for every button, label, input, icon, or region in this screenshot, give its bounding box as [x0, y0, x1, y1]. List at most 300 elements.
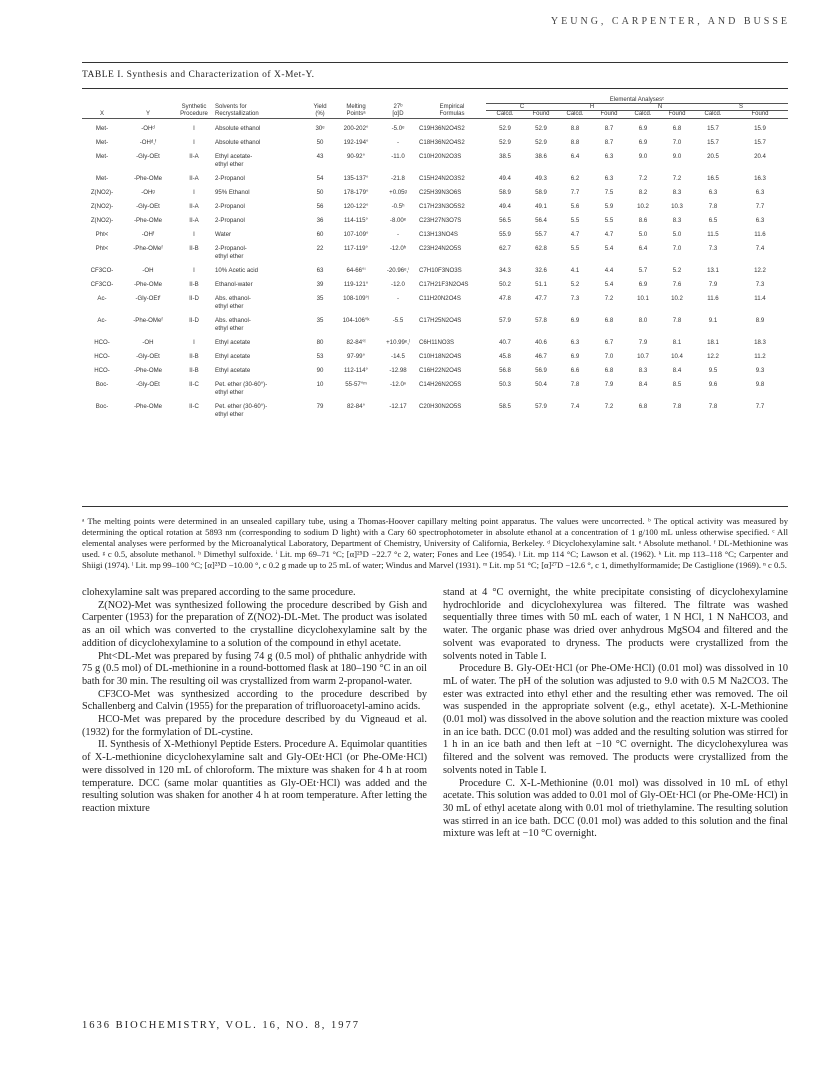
h-calcd-cell: 5.6	[570, 203, 580, 210]
caption-bottom-rule	[82, 88, 788, 89]
solvent-line-1: Ethyl acetate	[215, 339, 251, 346]
solvent-line-2: ethyl ether	[215, 411, 244, 418]
h-found-header: Found	[592, 111, 626, 119]
yield-cell: 90	[316, 367, 324, 374]
procedure-cell: I	[193, 339, 195, 346]
n-found-cell: 8.1	[672, 339, 682, 346]
melting-point-cell: 135-137°	[343, 175, 369, 182]
procedure-cell: II-B	[189, 367, 199, 374]
s-calcd-cell: 9.6	[708, 381, 718, 388]
x-cell: Boc-	[95, 381, 109, 388]
rotation-top-header: 27ᵇ	[393, 103, 403, 110]
s-found-header: Found	[732, 111, 788, 119]
c-calcd-cell: 50.3	[499, 381, 511, 388]
formula-cell: C14H26N2O5S	[419, 381, 462, 388]
elemental-analyses-header: Elemental Analysesᶜ	[486, 97, 788, 104]
rotation-cell: -5.0ᵉ	[391, 125, 405, 132]
x-cell: Pht<	[95, 231, 109, 238]
c-found-cell: 50.4	[535, 381, 547, 388]
c-found-cell: 47.7	[535, 295, 547, 302]
body-paragraph: Pht<DL-Met was prepared by fusing 74 g (0.5 mol) of phthalic anhydride with 75 g (0.5 mol) of DL-methionine in a round-bottomed flask at 180–190 °C in an oil bath for 30 min. The resulting oil was crystallized from warm 2-propanol-water.	[82, 650, 427, 687]
c-calcd-cell: 47.8	[499, 295, 511, 302]
yield-cell: 54	[316, 175, 324, 182]
rotation-cell: -12.0ⁿ	[389, 381, 407, 388]
solvent-line-1: Ethyl acetate-	[215, 153, 253, 160]
s-calcd-cell: 7.8	[708, 203, 718, 210]
rotation-cell: -21.8	[391, 175, 405, 182]
procedure-cell: II-B	[189, 353, 199, 360]
rotation-cell: +0.05ᵍ	[389, 189, 407, 196]
y-cell: -Phe-OMeᶠ	[133, 245, 163, 252]
formula-cell: C15H24N2O3S2	[419, 175, 465, 182]
h-found-cell: 6.3	[604, 153, 614, 160]
n-found-cell: 9.0	[672, 153, 682, 160]
h-found-cell: 7.2	[604, 403, 614, 410]
melting-point-cell: 90-92°	[346, 153, 366, 160]
h-found-cell: 6.7	[604, 339, 614, 346]
c-found-cell: 52.9	[535, 139, 547, 146]
rotation-cell: -14.5	[391, 353, 405, 360]
procedure-cell: II-C	[189, 381, 199, 388]
melting-point-cell: 119-121°	[343, 281, 369, 288]
c-calcd-header: Calcd.	[486, 111, 524, 119]
procedure-cell: II-D	[189, 295, 199, 302]
c-found-cell: 32.6	[535, 267, 547, 274]
recrystallization-header: Recrystallization	[214, 111, 306, 119]
h-calcd-cell: 7.3	[570, 295, 580, 302]
c-calcd-cell: 49.4	[499, 203, 511, 210]
yield-cell: 30ᵉ	[315, 125, 325, 132]
caption-top-rule	[82, 62, 788, 63]
melting-point-cell: 192-194°	[343, 139, 369, 146]
solvent-cell	[214, 311, 306, 333]
h-calcd-cell: 5.2	[570, 281, 580, 288]
yield-cell: 36	[316, 217, 324, 224]
y-cell: -Gly-OEt	[136, 153, 160, 160]
c-calcd-cell: 38.5	[499, 153, 511, 160]
body-paragraph: Procedure C. X-L-Methionine (0.01 mol) was dissolved in 10 mL of ethyl acetate. This solution was added to 0.01 mol of Gly-OEt·HCl (or Phe-OMe·HCl) in 30 mL of ethyl acetate along with 0.01 mol of triethylamine. The resulting solution was stirred in an ice bath. DCC (0.01 mol) was added to this solution and the final mixture was left at −10 °C overnight.	[443, 777, 788, 840]
rotation-cell: -	[396, 139, 400, 146]
y-cell: -Phe-OMe	[133, 217, 163, 224]
h-calcd-header: Calcd.	[558, 111, 592, 119]
yield-cell: 50	[316, 189, 324, 196]
x-cell: HCO-	[94, 339, 110, 346]
n-found-cell: 10.2	[671, 295, 683, 302]
procedure-cell: II-A	[189, 175, 199, 182]
s-found-cell: 11.6	[754, 231, 766, 238]
formula-cell: C6H11NO3S	[419, 339, 455, 346]
table-footnotes: ᵃ The melting points were determined in an unsealed capillary tube, using a Thomas-Hoover capillary melting point apparatus. The values were uncorrected. ᵇ The optical activity was measured by determining the optical rotation at 5893 nm (corresponding to sodium D light) with a Cary 60 spectrophotometer in absolute ethanol at a concentration of 1 g/100 mL unless otherwise specified. ᶜ All elemental analyses were performed by the Microanalytical Laboratory, Department of Chemistry, University of California, Berkeley. ᵈ Dicyclohexylamine salt. ᵉ Absolute methanol. ᶠ DL-Methionine was used. ᵍ c 0.5, absolute methanol. ʰ Dimethyl sulfoxide. ⁱ Lit. mp 69–71 °C; [α]²⁵D −22.7 °c 2, water; Fones and Lee (1954). ʲ Lit. mp 114 °C; Lawson et al. (1962). ᵏ Lit. mp 113–118 °C; Carpenter and Shiigi (1974). ˡ Lit. mp 99–100 °C; [α]²⁵D −10.00 °, c 0.2 g made up to 25 mL of water; Windus and Marvel (1931). ᵐ Lit. mp 51 °C; [α]²⁷D −12.6 °, c 1, dimethylformamide; De Castiglione (1969). ⁿ c 0.5.	[82, 516, 788, 570]
s-calcd-cell: 9.5	[708, 367, 718, 374]
formula-cell: C7H10F3NO3S	[419, 267, 462, 274]
c-found-cell: 55.7	[535, 231, 547, 238]
table-row	[82, 375, 788, 397]
yield-cell: 60	[316, 231, 324, 238]
formula-cell: C19H36N2O4S2	[419, 125, 465, 132]
yield-cell: 56	[316, 203, 324, 210]
melting-point-cell: 112-114°	[344, 367, 368, 374]
h-calcd-cell: 4.1	[570, 267, 580, 274]
h-calcd-cell: 6.3	[570, 339, 580, 346]
melting-point-cell: 178-179°	[343, 189, 369, 196]
rotation-cell: -11.0	[391, 153, 405, 160]
h-calcd-cell: 5.5	[570, 217, 580, 224]
formula-cell: C20H30N2O5S	[419, 403, 462, 410]
x-cell: CF3CO-	[90, 281, 114, 288]
yield-unit-header: (%)	[306, 111, 334, 119]
y-cell: -OHᵈ	[141, 125, 155, 132]
melting-point-cell: 104-106°ᵏ	[342, 317, 370, 324]
solvent-cell	[214, 361, 306, 375]
element-h-header: H	[558, 104, 626, 111]
procedure-cell: I	[193, 125, 195, 132]
c-calcd-cell: 52.9	[499, 139, 511, 146]
y-cell: -OH	[142, 339, 154, 346]
solvent-cell	[214, 211, 306, 225]
body-paragraph: clohexylamine salt was prepared according to the same procedure.	[82, 587, 356, 598]
solvent-line-1: Pet. ether (30-60°)-	[215, 403, 268, 410]
n-calcd-cell: 6.9	[638, 281, 648, 288]
s-calcd-cell: 6.5	[708, 217, 718, 224]
solvent-cell	[214, 197, 306, 211]
s-calcd-header: Calcd.	[694, 111, 732, 119]
running-head: YEUNG, CARPENTER, AND BUSSE	[550, 16, 790, 27]
n-found-cell: 5.0	[672, 231, 682, 238]
s-calcd-cell: 18.1	[707, 339, 719, 346]
c-calcd-cell: 45.8	[499, 353, 511, 360]
y-cell: -Phe-OMe	[133, 281, 163, 288]
n-found-cell: 10.4	[671, 353, 683, 360]
h-calcd-cell: 7.8	[570, 381, 580, 388]
n-calcd-header: Calcd.	[626, 111, 660, 119]
solvent-cell	[214, 147, 306, 169]
x-header: X	[82, 111, 122, 119]
c-found-cell: 62.8	[535, 245, 547, 252]
table-body	[82, 119, 788, 420]
x-cell: HCO-	[94, 367, 110, 374]
solvents-header: Solvents for	[215, 103, 247, 110]
y-cell: -OH	[142, 267, 154, 274]
n-calcd-cell: 10.1	[637, 295, 649, 302]
h-found-cell: 4.4	[604, 267, 614, 274]
s-calcd-cell: 7.8	[708, 403, 718, 410]
table-row	[82, 311, 788, 333]
table-row	[82, 197, 788, 211]
procedure-cell: I	[193, 189, 195, 196]
s-found-cell: 9.3	[755, 367, 765, 374]
table-row	[82, 239, 788, 261]
h-calcd-cell: 4.7	[570, 231, 580, 238]
table-row	[82, 147, 788, 169]
table-row	[82, 361, 788, 375]
formula-cell: C25H39N3O6S	[419, 189, 462, 196]
x-cell: Met-	[95, 153, 109, 160]
s-calcd-cell: 7.3	[708, 245, 718, 252]
c-found-cell: 38.6	[535, 153, 547, 160]
x-cell: Z(NO2)-	[90, 217, 114, 224]
s-found-cell: 11.2	[754, 353, 766, 360]
table-row	[82, 333, 788, 347]
n-calcd-cell: 7.2	[638, 175, 648, 182]
solvent-cell	[214, 275, 306, 289]
rotation-cell: -0.5ʰ	[391, 203, 405, 210]
yield-cell: 50	[316, 139, 324, 146]
s-calcd-cell: 7.9	[708, 281, 718, 288]
solvent-cell	[214, 133, 306, 147]
solvent-cell	[214, 375, 306, 397]
y-cell: -Gly-OEt	[136, 203, 160, 210]
n-calcd-cell: 10.2	[637, 203, 649, 210]
y-cell: -Gly-OEt	[136, 381, 160, 388]
h-calcd-cell: 8.8	[570, 139, 580, 146]
solvent-line-1: Absolute ethanol	[215, 139, 261, 146]
c-found-cell: 40.6	[535, 339, 547, 346]
formula-cell: C17H25N2O4S	[419, 317, 462, 324]
rotation-header: [α]D	[378, 111, 418, 119]
solvent-line-2: ethyl ether	[215, 303, 244, 310]
melting-point-cell: 107-109°	[343, 231, 369, 238]
n-found-cell: 7.8	[672, 403, 682, 410]
s-found-cell: 7.3	[755, 281, 765, 288]
s-found-cell: 15.9	[754, 125, 766, 132]
table-row	[82, 347, 788, 361]
n-calcd-cell: 8.0	[638, 317, 648, 324]
element-c-header: C	[486, 104, 558, 111]
table-row	[82, 225, 788, 239]
s-calcd-cell: 6.3	[708, 189, 718, 196]
solvent-line-1: Abs. ethanol-	[215, 317, 251, 324]
melting-point-cell: 117-119°	[344, 245, 368, 252]
table-caption: TABLE I. Synthesis and Characterization of X-Met-Y.	[82, 70, 315, 80]
procedure-header: Procedure	[174, 111, 214, 119]
c-calcd-cell: 62.7	[499, 245, 511, 252]
h-found-cell: 5.9	[604, 203, 614, 210]
rotation-cell: -12.0	[391, 281, 405, 288]
n-calcd-cell: 6.9	[638, 125, 648, 132]
c-found-cell: 56.4	[535, 217, 547, 224]
y-cell: -OHᶠ	[141, 231, 155, 238]
h-found-cell: 6.8	[604, 317, 614, 324]
h-found-cell: 7.0	[604, 353, 614, 360]
h-calcd-cell: 6.4	[570, 153, 580, 160]
n-found-cell: 8.4	[672, 367, 682, 374]
y-cell: -Phe-OMeᶠ	[133, 317, 163, 324]
procedure-cell: II-D	[189, 317, 199, 324]
y-header: Y	[122, 111, 174, 119]
melting-point-cell: 82-84°	[346, 403, 366, 410]
rotation-cell: -	[396, 231, 400, 238]
x-cell: Boc-	[95, 403, 109, 410]
body-paragraph: Z(NO2)-Met was synthesized following the procedure described by Gish and Carpenter (1953) for the preparation of Z(NO2)-DL-Met. The product was isolated as an oil which was converted to the crystalline dicyclohexylamine salt by the addition of dicyclohexylamine to a solution of the compound in ethyl acetate.	[82, 599, 427, 649]
y-cell: -OHᵍ	[141, 189, 155, 196]
n-found-header: Found	[660, 111, 694, 119]
h-calcd-cell: 6.6	[570, 367, 580, 374]
solvent-line-2: ethyl ether	[215, 161, 244, 168]
s-found-cell: 7.7	[755, 203, 765, 210]
solvent-line-1: Ethyl acetate	[215, 367, 251, 374]
yield-cell: 35	[316, 317, 324, 324]
n-calcd-cell: 8.3	[638, 367, 648, 374]
s-calcd-cell: 16.5	[707, 175, 719, 182]
solvent-line-1: Absolute ethanol	[215, 125, 261, 132]
y-cell: -Gly-OEt	[136, 353, 160, 360]
table-row	[82, 397, 788, 419]
solvent-cell	[214, 347, 306, 361]
s-found-cell: 18.3	[754, 339, 766, 346]
c-calcd-cell: 49.4	[499, 175, 511, 182]
rotation-cell: -12.98	[389, 367, 407, 374]
procedure-cell: I	[193, 267, 195, 274]
points-header: Pointsᵃ	[334, 111, 378, 119]
table-row	[82, 261, 788, 275]
n-calcd-cell: 6.8	[638, 403, 648, 410]
solvent-cell	[214, 169, 306, 183]
c-found-header: Found	[524, 111, 558, 119]
formula-cell: C10H18N2O4S	[419, 353, 462, 360]
table-row	[82, 183, 788, 197]
h-found-cell: 7.2	[604, 295, 614, 302]
x-cell: Pht<	[95, 245, 109, 252]
table-row	[82, 275, 788, 289]
yield-cell: 10	[316, 381, 324, 388]
formula-cell: C16H22N2O4S	[419, 367, 462, 374]
solvent-line-1: 2-Propanol	[215, 217, 245, 224]
body-paragraph: II. Synthesis of X-Methionyl Peptide Esters. Procedure A. Equimolar quantities of X-L-methionine dicyclohexylamine salt and Gly-OEt·HCl (or Phe-OMe·HCl) were dissolved in 120 mL of chloroform. The mixture was shaken for 4 h at room temperature. DCC (same molar quantities as Gly-OEt·HCl) was added and the resulting solution was shaken for another 4 h at room temperature. After letting the reaction mixture	[82, 739, 427, 814]
body-paragraph: CF3CO-Met was synthesized according to the procedure described by Schallenberg and Calvin (1955) for the preparation of trifluoroacetyl-amino acids.	[82, 688, 427, 713]
n-found-cell: 7.0	[672, 245, 682, 252]
rotation-cell: -8.00ᵉ	[389, 217, 407, 224]
c-calcd-cell: 58.9	[499, 189, 511, 196]
h-calcd-cell: 6.9	[570, 317, 580, 324]
formulas-header: Formulas	[418, 111, 486, 119]
h-calcd-cell: 7.4	[570, 403, 580, 410]
s-found-cell: 12.2	[754, 267, 766, 274]
h-found-cell: 7.9	[604, 381, 614, 388]
formula-cell: C17H21F3N2O4S	[419, 281, 469, 288]
h-found-cell: 5.4	[604, 281, 614, 288]
melting-point-cell: 64-66°ⁱ	[346, 267, 366, 274]
x-cell: Ac-	[97, 295, 107, 302]
s-found-cell: 8.9	[755, 317, 765, 324]
n-found-cell: 5.2	[672, 267, 682, 274]
procedure-cell: II-A	[189, 153, 199, 160]
x-cell: CF3CO-	[90, 267, 114, 274]
y-cell: -OHᵈ,ᶠ	[139, 139, 157, 146]
n-found-cell: 6.8	[672, 125, 682, 132]
yield-cell: 53	[316, 353, 324, 360]
s-calcd-cell: 15.7	[707, 125, 719, 132]
s-calcd-cell: 11.6	[707, 295, 719, 302]
melting-point-cell: 55-57°ᵐ	[345, 381, 367, 388]
n-calcd-cell: 7.9	[638, 339, 648, 346]
n-found-cell: 7.2	[672, 175, 682, 182]
x-cell: Z(NO2)-	[90, 203, 114, 210]
h-found-cell: 7.5	[604, 189, 614, 196]
table-row	[82, 119, 788, 134]
solvent-line-1: 2-Propanol	[215, 203, 245, 210]
h-found-cell: 5.4	[604, 245, 614, 252]
solvent-line-2: ethyl ether	[215, 253, 244, 260]
c-found-cell: 58.9	[535, 189, 547, 196]
melting-point-cell: 200-202°	[343, 125, 369, 132]
s-found-cell: 7.4	[755, 245, 765, 252]
c-found-cell: 57.9	[535, 403, 547, 410]
x-cell: Met-	[95, 125, 109, 132]
solvent-cell	[214, 261, 306, 275]
h-calcd-cell: 6.2	[570, 175, 580, 182]
s-calcd-cell: 13.1	[707, 267, 719, 274]
solvent-line-1: Ethanol-water	[215, 281, 253, 288]
c-found-cell: 46.7	[535, 353, 547, 360]
melting-point-cell: 120-122°	[343, 203, 369, 210]
yield-cell: 63	[316, 267, 324, 274]
synthetic-header: Synthetic	[181, 103, 207, 110]
formula-cell: C10H20N2O3S	[419, 153, 462, 160]
procedure-cell: II-A	[189, 203, 199, 210]
procedure-cell: I	[193, 139, 195, 146]
s-calcd-cell: 12.2	[707, 353, 719, 360]
body-column-left	[82, 587, 427, 816]
c-calcd-cell: 58.5	[499, 403, 511, 410]
s-calcd-cell: 9.1	[708, 317, 718, 324]
s-found-cell: 7.7	[755, 403, 765, 410]
h-calcd-cell: 7.7	[570, 189, 580, 196]
yield-cell: 35	[316, 295, 324, 302]
c-calcd-cell: 50.2	[499, 281, 511, 288]
solvent-line-2: ethyl ether	[215, 389, 244, 396]
c-calcd-cell: 34.3	[499, 267, 511, 274]
procedure-cell: II-B	[189, 281, 199, 288]
solvent-line-1: Abs. ethanol-	[215, 295, 251, 302]
body-paragraph: HCO-Met was prepared by the procedure described by du Vigneaud et al. (1932) for the formylation of DL-cystine.	[82, 714, 427, 738]
n-found-cell: 7.0	[672, 139, 682, 146]
c-found-cell: 49.3	[535, 175, 547, 182]
c-calcd-cell: 56.5	[499, 217, 511, 224]
formula-cell: C18H36N2O4S2	[419, 139, 465, 146]
melting-point-cell: 82-84°ˡ	[346, 339, 366, 346]
melting-point-cell: 114-115°	[344, 217, 368, 224]
y-cell: -Phe-OMe	[133, 175, 163, 182]
c-calcd-cell: 56.8	[499, 367, 511, 374]
procedure-cell: II-A	[189, 217, 199, 224]
synthesis-table	[82, 97, 788, 419]
solvent-line-1: Pet. ether (30-60°)-	[215, 381, 268, 388]
c-found-cell: 56.9	[535, 367, 547, 374]
h-found-cell: 6.8	[604, 367, 614, 374]
s-found-cell: 20.4	[754, 153, 766, 160]
y-cell: -Phe-OMe	[133, 403, 163, 410]
n-found-cell: 8.3	[672, 217, 682, 224]
melting-header: Melting	[346, 103, 366, 110]
c-found-cell: 52.9	[535, 125, 547, 132]
n-calcd-cell: 8.6	[638, 217, 648, 224]
formula-cell: C13H13NO4S	[419, 231, 458, 238]
rotation-cell: -	[396, 295, 400, 302]
table-bottom-rule	[82, 506, 788, 507]
body-paragraph: Procedure B. Gly-OEt·HCl (or Phe-OMe·HCl) (0.01 mol) was dissolved in 10 mL of water. The pH of the solution was adjusted to 9.0 with 0.5 M Na2CO3. The ester was extracted into ethyl ether and the resulting ether was removed. The oil was suspended in the appropriate solvent (e.g., ethyl acetate). X-L-Methionine (0.01 mol) was dissolved in the above solution and the reaction mixture was cooled in an ice bath. DCC (0.01 mol) was added and the resulting solution was stirred for 1 h in an ice bath and then left at −10 °C overnight. The dicyclohexylurea was filtered and the solvent was removed. The products were crystallized from the solvents noted in Table I.	[443, 663, 788, 776]
body-column-right	[443, 587, 788, 841]
solvent-line-2: ethyl ether	[215, 325, 244, 332]
s-found-cell: 15.7	[754, 139, 766, 146]
table-row	[82, 133, 788, 147]
formula-cell: C11H20N2O4S	[419, 295, 461, 302]
procedure-cell: I	[193, 231, 195, 238]
c-calcd-cell: 57.9	[499, 317, 511, 324]
yield-cell: 39	[316, 281, 324, 288]
melting-point-cell: 97-99°	[346, 353, 366, 360]
yield-cell: 80	[316, 339, 324, 346]
n-calcd-cell: 8.2	[638, 189, 648, 196]
